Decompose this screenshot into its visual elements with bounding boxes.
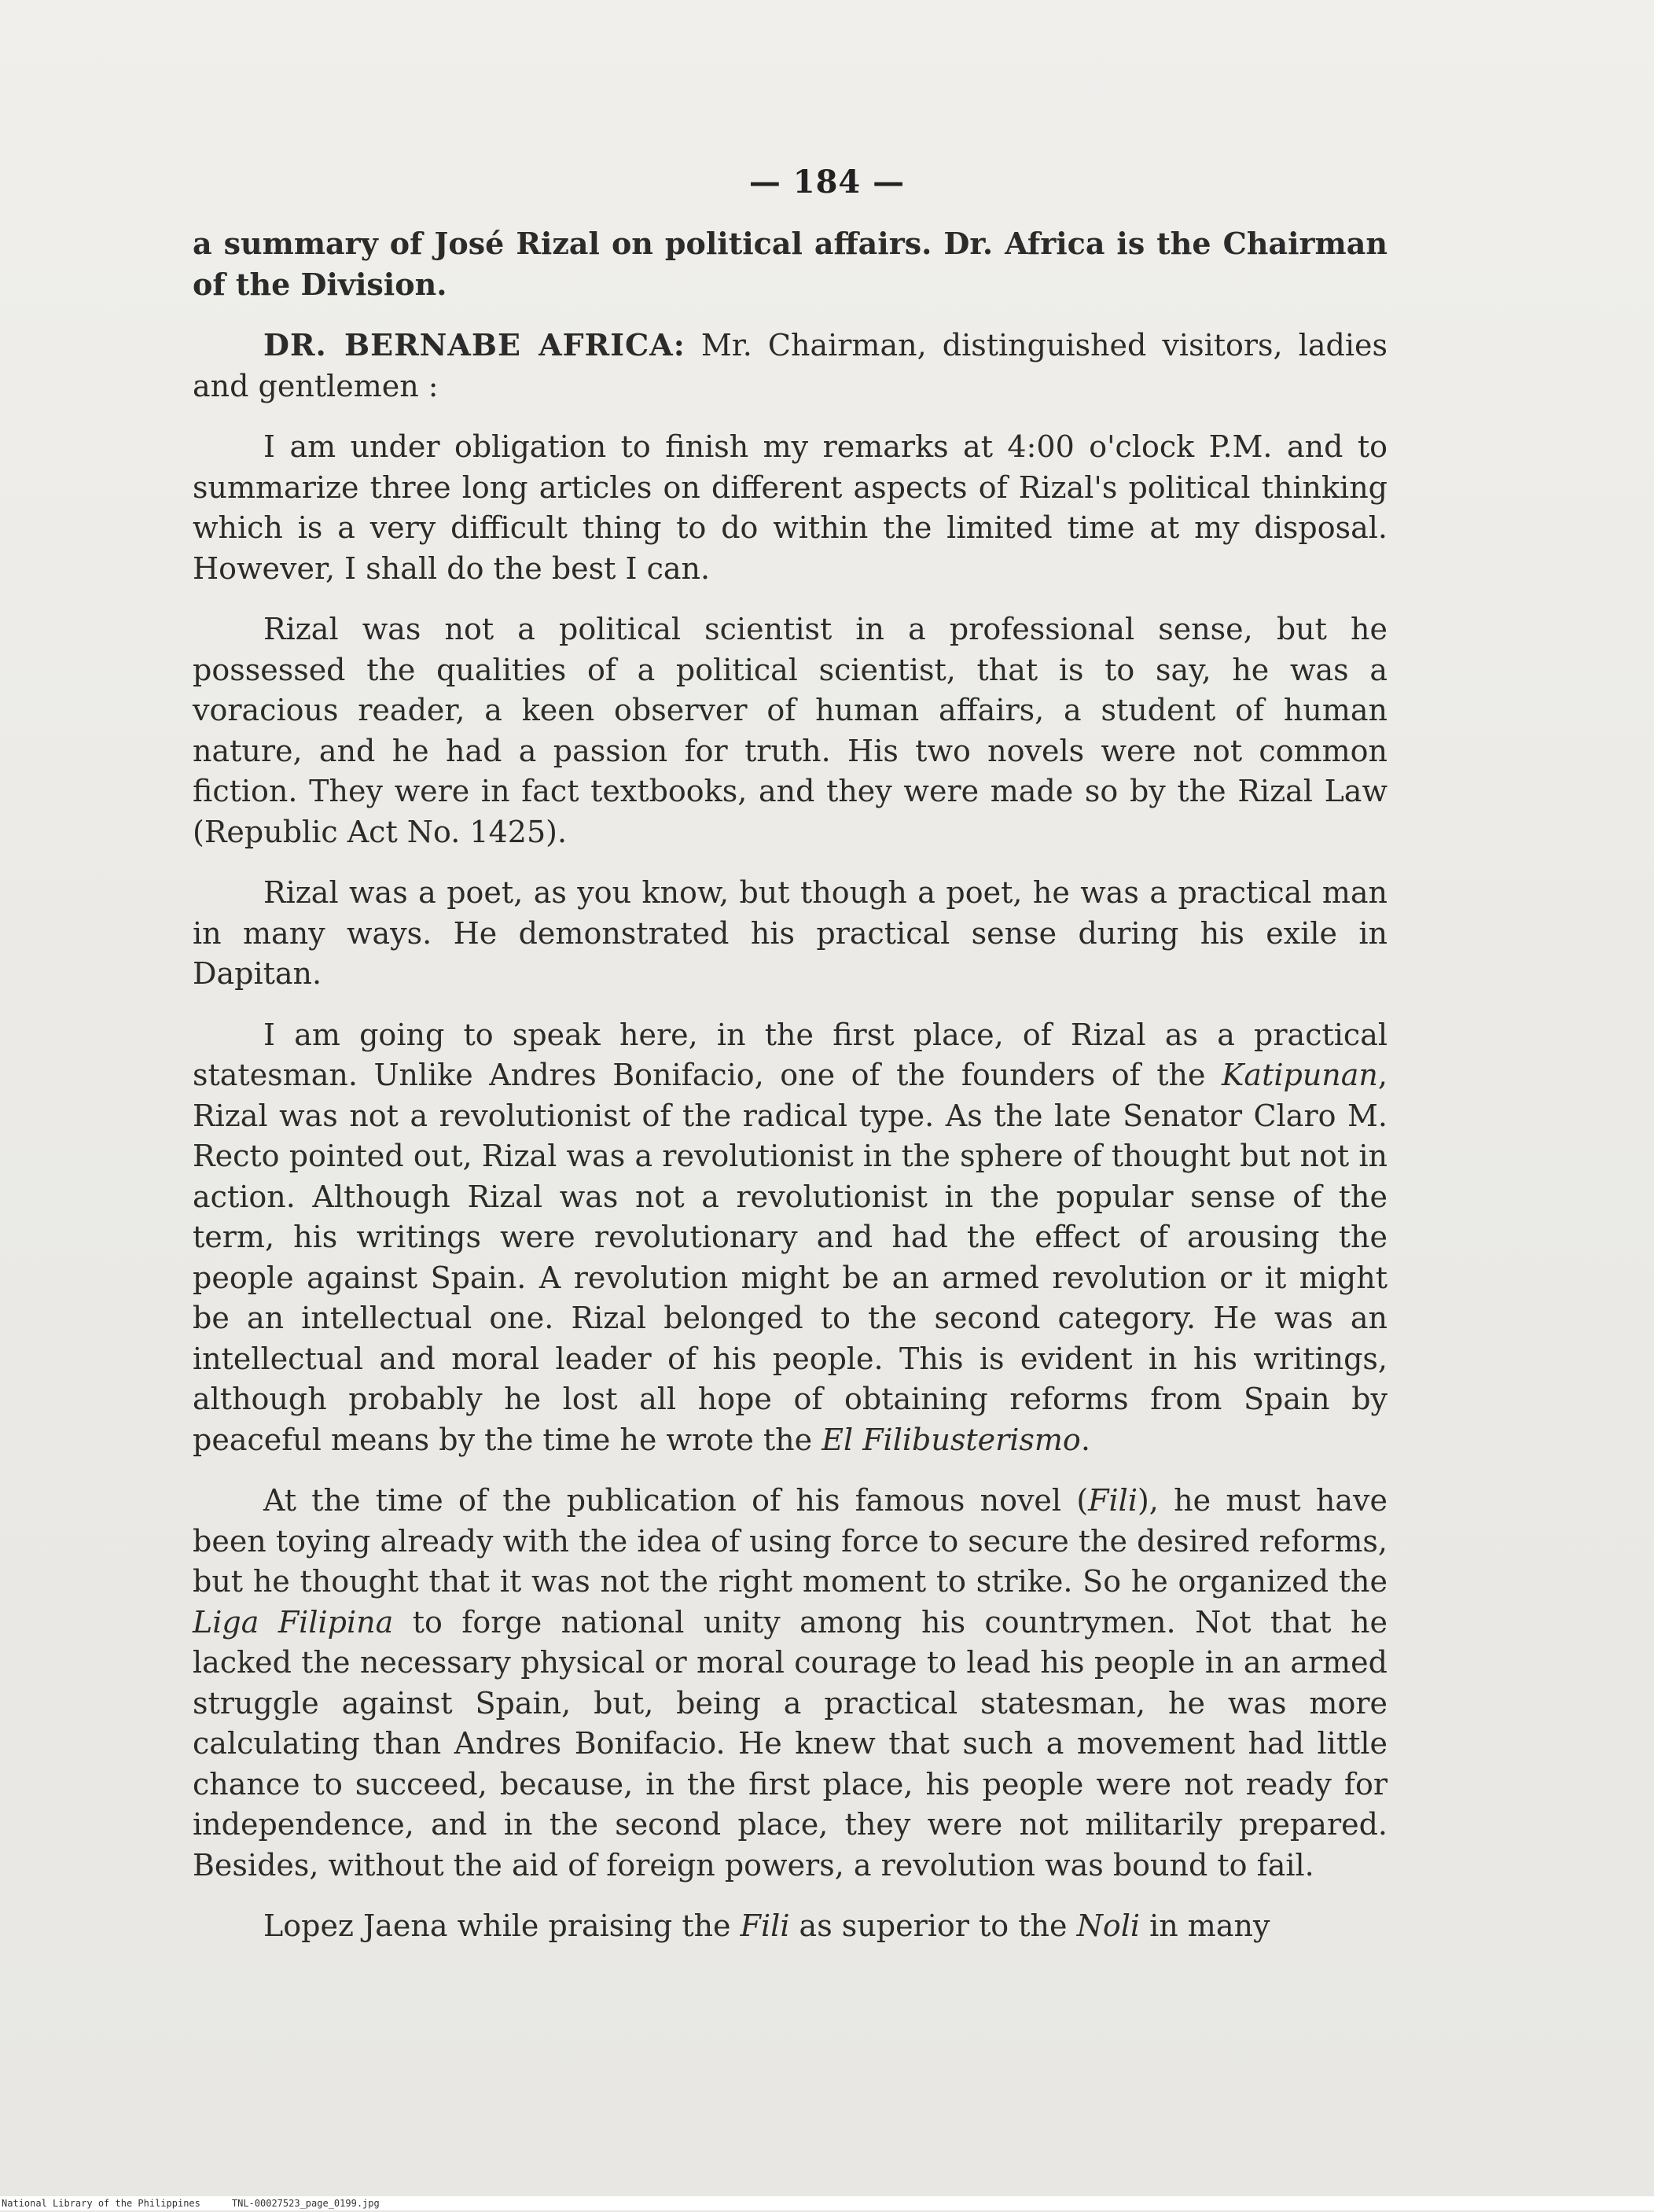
italic-term: Noli — [1076, 1908, 1140, 1943]
paragraph-text: At the time of the publication of his famous novel ( — [263, 1483, 1089, 1518]
page-body — [193, 223, 1388, 1967]
paragraph-text: , Rizal was not a revolutionist of the radical type. As the late Senator Claro M. Recto pointed out, Rizal was a revolutionist in the sphere of thought but not in action. Although Rizal was not a revolutionist in the popular sense of the term, his writings were revolutionary and had the effect of arousing the people against Spain. A revolution might be an armed revolution or it might be an intellectual one. Rizal belonged to the second category. He was an intellectual and moral leader of his people. This is evident in his writings, although probably he lost all hope of obtaining reforms from Spain by peaceful means by the time he wrote the — [193, 1058, 1388, 1457]
paragraph-statesman — [193, 1015, 1388, 1461]
italic-term: El Filibusterismo — [821, 1422, 1081, 1457]
italic-term: Fili — [740, 1908, 790, 1943]
paragraph-obligation — [193, 427, 1388, 589]
footer-filename: TNL-00027523_page_0199.jpg — [231, 2198, 380, 2209]
paragraph-speaker-address — [193, 325, 1388, 407]
paragraph-text: Mr. Chairman, distinguished visitors, ladies and gentlemen : — [193, 328, 1388, 403]
paragraph-text: Lopez Jaena while praising the — [263, 1908, 741, 1943]
paragraph-intro — [193, 223, 1388, 304]
italic-term: Fili — [1088, 1483, 1138, 1518]
paragraph-fili-publication — [193, 1481, 1388, 1886]
italic-term: Liga Filipina — [193, 1604, 394, 1640]
paragraph-text: Rizal was not a political scientist in a professional sense, but he possessed the qualities of a political scientist, that is to say, he was a voracious reader, a keen observer of human affairs, a student of human nature, and he had a passion for truth. His two novels were not common fiction. They were in fact textbooks, and they were made so by the Rizal Law (Republic Act No. 1425). — [193, 612, 1388, 849]
speaker-name: DR. BERNABE AFRICA: — [263, 327, 685, 363]
footer-library: National Library of the Philippines — [2, 2198, 200, 2209]
paragraph-text: as superior to the — [789, 1908, 1077, 1943]
paragraph-poet — [193, 873, 1388, 995]
italic-term: Katipunan — [1222, 1058, 1378, 1092]
scan-footer — [0, 2196, 1654, 2210]
paragraph-political-scientist — [193, 609, 1388, 852]
paragraph-text: to forge national unity among his countrymen. Not that he lacked the necessary physical or moral courage to lead his people in an armed struggle against Spain, but, being a practical statesman, he was more calculating than Andres Bonifacio. He knew that such a movement had little chance to succeed, because, in the first place, his people were not ready for independence, and in the second place, they were not militarily prepared. Besides, without the aid of foreign powers, a revolution was bound to fail. — [193, 1604, 1388, 1883]
paragraph-text: . — [1080, 1422, 1090, 1457]
paragraph-text: in many — [1140, 1908, 1270, 1943]
paragraph-text: I am under obligation to finish my remarks at 4:00 o'clock P.M. and to summarize three long articles on different aspects of Rizal's political thinking which is a very difficult thing to do within the limited time at my disposal. However, I shall do the best I can. — [193, 429, 1388, 586]
paragraph-text: ), he must have been toying already with the idea of using force to secure the desired reforms, but he thought that it was not the right moment to strike. So he organized the — [193, 1483, 1388, 1599]
paragraph-lopez-jaena — [193, 1906, 1388, 1947]
paragraph-text: a summary of José Rizal on political affairs. Dr. Africa is the Chairman of the Division. — [193, 226, 1388, 302]
paragraph-text: Rizal was a poet, as you know, but though a poet, he was a practical man in many ways. He demonstrated his practical sense during his exile in Dapitan. — [193, 875, 1388, 991]
page-number: — 184 — — [748, 164, 906, 201]
paragraph-text: I am going to speak here, in the first place, of Rizal as a practical statesman. Unlike Andres Bonifacio, one of the founders of the — [193, 1017, 1388, 1092]
